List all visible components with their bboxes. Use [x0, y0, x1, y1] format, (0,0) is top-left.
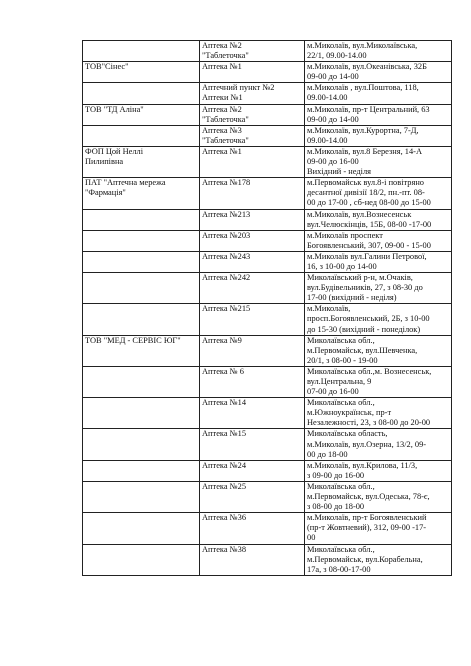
- cell-text-line: Аптека №203: [202, 230, 251, 240]
- cell-text-line: Миколаївська область,: [307, 429, 388, 439]
- cell-text-line: просп.Богоявленський, 2Б, з 10-00: [307, 314, 430, 324]
- pharmacy-name-cell: [200, 273, 305, 304]
- cell-text-line: м.Южноукраїнськ, пр-т: [307, 408, 392, 418]
- address-hours-cell: [305, 83, 452, 104]
- cell-text-line: м.Миколаїв вул.Галини Петрової,: [307, 251, 427, 261]
- organization-cell: [83, 209, 200, 230]
- cell-text-line: вул.Будівельників, 27, з 08-30 до: [307, 283, 423, 293]
- pharmacy-name-cell: [200, 146, 305, 177]
- cell-text-line: 07-00 до 16-00: [307, 387, 359, 397]
- table-row: [83, 335, 452, 366]
- cell-text-line: 00 до 17-00 , сб-нед 08-00 до 15-00: [307, 198, 431, 208]
- cell-text-line: вул.Челюскінців, 15Б, 08-00 -17-00: [307, 219, 432, 229]
- address-hours-cell: [305, 146, 452, 177]
- cell-text-line: Аптека №9: [202, 335, 242, 345]
- address-hours-cell: [305, 304, 452, 335]
- cell-text-line: Аптечний пункт №2: [202, 83, 275, 93]
- pharmacy-name-cell: [200, 544, 305, 575]
- cell-text-line: 00: [307, 533, 316, 543]
- address-hours-cell: [305, 513, 452, 544]
- cell-text-line: ТОВ "ТД Аліна": [85, 104, 144, 114]
- cell-text-line: 09.00-14.00: [307, 135, 348, 145]
- cell-text-line: Аптека №25: [202, 481, 247, 491]
- organization-cell: [83, 544, 200, 575]
- table-row: [83, 366, 452, 397]
- cell-text-line: м.Миколаїв, вул.8 Березня, 14-А: [307, 146, 423, 156]
- table-row: [83, 251, 452, 272]
- cell-text-line: м.Миколаїв, вул.Курортна, 7-Д,: [307, 125, 419, 135]
- address-hours-cell: [305, 398, 452, 429]
- organization-cell: [83, 251, 200, 272]
- cell-text-line: Аптека №1: [202, 146, 242, 156]
- cell-text-line: Аптека №14: [202, 398, 247, 408]
- pharmacy-name-cell: [200, 335, 305, 366]
- pharmacy-name-cell: [200, 125, 305, 146]
- address-hours-cell: [305, 209, 452, 230]
- cell-text-line: 09-00 до 14-00: [307, 114, 359, 124]
- organization-cell: [83, 104, 200, 125]
- cell-text-line: м.Миколаїв, вул.Океанівська, 32Б: [307, 62, 427, 72]
- pharmacy-name-cell: [200, 178, 305, 209]
- cell-text-line: м.Первомайськ, вул.Корабельна,: [307, 554, 423, 564]
- cell-text-line: Пилипівна: [85, 157, 124, 167]
- organization-cell: [83, 429, 200, 460]
- cell-text-line: 17-00 (вихідний - неділя): [307, 293, 397, 303]
- cell-text-line: Аптека №242: [202, 273, 251, 283]
- address-hours-cell: [305, 251, 452, 272]
- pharmacy-name-cell: [200, 513, 305, 544]
- pharmacy-name-cell: [200, 481, 305, 512]
- cell-text-line: 22/1, 09.00-14.00: [307, 51, 367, 61]
- cell-text-line: вул.Центральна, 9: [307, 377, 372, 386]
- table-row: [83, 209, 452, 230]
- organization-cell: [83, 273, 200, 304]
- pharmacy-name-cell: [200, 41, 305, 62]
- address-hours-cell: [305, 544, 452, 575]
- address-hours-cell: [305, 429, 452, 460]
- pharmacy-name-cell: [200, 209, 305, 230]
- cell-text-line: Незалежності, 23, з 08-00 до 20-00: [307, 418, 431, 428]
- cell-text-line: з 08-00 до 18-00: [307, 502, 365, 512]
- cell-text-line: ТОВ "МЕД - СЕРВІС ЮГ": [85, 335, 181, 345]
- cell-text-line: до 15-30 (вихідний - понеділок): [307, 324, 421, 334]
- cell-text-line: Аптека №2: [202, 41, 242, 50]
- table-row: [83, 273, 452, 304]
- cell-text-line: (пр-т Жовтневий), 312, 09-00 -17-: [307, 523, 427, 533]
- cell-text-line: Аптека №38: [202, 544, 247, 554]
- cell-text-line: Аптека №24: [202, 460, 247, 470]
- cell-text-line: "Таблеточка": [202, 114, 249, 124]
- table-row: [83, 104, 452, 125]
- table-row: [83, 178, 452, 209]
- cell-text-line: Миколаївська обл.,: [307, 481, 375, 491]
- address-hours-cell: [305, 178, 452, 209]
- pharmacy-name-cell: [200, 398, 305, 429]
- table-row: [83, 230, 452, 251]
- organization-cell: [83, 398, 200, 429]
- cell-text-line: ПАТ "Аптечна мережа: [85, 178, 166, 188]
- cell-text-line: м.Первомайськ, вул.Одеська, 78-є,: [307, 492, 430, 502]
- cell-text-line: Аптека №243: [202, 251, 251, 261]
- cell-text-line: 09-00 до 16-00: [307, 157, 359, 167]
- cell-text-line: Миколаївська обл.,: [307, 398, 375, 408]
- table-row: [83, 429, 452, 460]
- address-hours-cell: [305, 366, 452, 397]
- pharmacy-name-cell: [200, 83, 305, 104]
- table-row: [83, 62, 452, 83]
- organization-cell: [83, 178, 200, 209]
- cell-text-line: 00 до 18-00: [307, 449, 348, 459]
- pharmacy-name-cell: [200, 230, 305, 251]
- table-row: [83, 398, 452, 429]
- cell-text-line: Аптека №1: [202, 62, 242, 72]
- organization-cell: [83, 230, 200, 251]
- organization-cell: [83, 366, 200, 397]
- cell-text-line: м.Первомайськ, вул.Шевченка,: [307, 345, 418, 355]
- cell-text-line: м.Миколаїв, вул.Вознесенськ: [307, 209, 412, 219]
- cell-text-line: Богоявленський, 307, 09-00 - 15-00: [307, 240, 431, 250]
- cell-text-line: з 09-00 до 16-00: [307, 470, 365, 480]
- cell-text-line: 09.00-14.00: [307, 93, 348, 103]
- table-row: [83, 513, 452, 544]
- table-row: [83, 83, 452, 104]
- address-hours-cell: [305, 230, 452, 251]
- cell-text-line: Аптека №15: [202, 429, 247, 439]
- pharmacy-name-cell: [200, 104, 305, 125]
- organization-cell: [83, 460, 200, 481]
- cell-text-line: м.Миколаїв, пр-т Центральний, 63: [307, 104, 430, 114]
- cell-text-line: м.Миколаїв , вул.Поштова, 118,: [307, 83, 419, 93]
- cell-text-line: м.Миколаїв, пр-т Богоявленський: [307, 513, 427, 523]
- address-hours-cell: [305, 62, 452, 83]
- organization-cell: [83, 62, 200, 83]
- cell-text-line: Аптека №36: [202, 513, 247, 523]
- organization-cell: [83, 83, 200, 104]
- organization-cell: [83, 335, 200, 366]
- table-row: [83, 125, 452, 146]
- table-row: [83, 544, 452, 575]
- cell-text-line: ТОВ"Сінес": [85, 62, 129, 72]
- organization-cell: [83, 304, 200, 335]
- cell-text-line: Миколаївський р-н, м.Очаків,: [307, 273, 413, 283]
- cell-text-line: м.Первомайськ вул.8-і повітряно: [307, 178, 424, 188]
- table-row: [83, 460, 452, 481]
- cell-text-line: Аптека №178: [202, 178, 251, 188]
- cell-text-line: ФОП Цой Неллі: [85, 146, 144, 156]
- cell-text-line: Вихідний - неділя: [307, 167, 371, 177]
- pharmacy-name-cell: [200, 366, 305, 397]
- cell-text-line: м.Миколаїв проспект: [307, 230, 383, 240]
- cell-text-line: десантної дивізії 18/2, пн.-пт. 08-: [307, 188, 425, 198]
- table-row: [83, 146, 452, 177]
- pharmacy-name-cell: [200, 251, 305, 272]
- address-hours-cell: [305, 481, 452, 512]
- cell-text-line: Миколаївська обл.,: [307, 544, 375, 554]
- pharmacy-name-cell: [200, 62, 305, 83]
- address-hours-cell: [305, 104, 452, 125]
- cell-text-line: "Фармація": [85, 188, 126, 198]
- cell-text-line: м.Миколаїв,: [307, 304, 351, 314]
- organization-cell: [83, 125, 200, 146]
- table-row: [83, 304, 452, 335]
- pharmacy-table-body: [83, 41, 452, 576]
- cell-text-line: 20/1, з 08-00 - 19-00: [307, 355, 378, 365]
- organization-cell: [83, 146, 200, 177]
- address-hours-cell: [305, 125, 452, 146]
- cell-text-line: м.Миколаїв, вул.Крилова, 11/3,: [307, 460, 418, 470]
- organization-cell: [83, 41, 200, 62]
- cell-text-line: Миколаївська обл.,: [307, 335, 375, 345]
- cell-text-line: Аптеки №1: [202, 93, 243, 103]
- cell-text-line: Аптека №215: [202, 304, 251, 314]
- pharmacy-name-cell: [200, 304, 305, 335]
- cell-text-line: м.Миколаїв, вул.Озерна, 13/2, 09-: [307, 439, 427, 449]
- cell-text-line: Аптека №213: [202, 209, 251, 219]
- cell-text-line: Аптека №3: [202, 125, 242, 135]
- address-hours-cell: [305, 335, 452, 366]
- pharmacy-table: [82, 40, 452, 576]
- cell-text-line: "Таблеточка": [202, 51, 249, 61]
- cell-text-line: "Таблеточка": [202, 135, 249, 145]
- pharmacy-name-cell: [200, 429, 305, 460]
- table-row: [83, 481, 452, 512]
- pharmacy-name-cell: [200, 460, 305, 481]
- cell-text-line: 16, з 10-00 до 14-00: [307, 261, 377, 271]
- cell-text-line: м.Миколаїв, вул.Миколаївська,: [307, 41, 418, 50]
- cell-text-line: 17а, з 08-00-17-00: [307, 564, 371, 574]
- cell-text-line: Аптека № 6: [202, 366, 244, 376]
- cell-text-line: Аптека №2: [202, 104, 242, 114]
- address-hours-cell: [305, 41, 452, 62]
- table-row: [83, 41, 452, 62]
- cell-text-line: 09-00 до 14-00: [307, 72, 359, 82]
- address-hours-cell: [305, 273, 452, 304]
- organization-cell: [83, 481, 200, 512]
- address-hours-cell: [305, 460, 452, 481]
- cell-text-line: Миколаївська обл.,м. Вознесенськ,: [307, 366, 432, 376]
- organization-cell: [83, 513, 200, 544]
